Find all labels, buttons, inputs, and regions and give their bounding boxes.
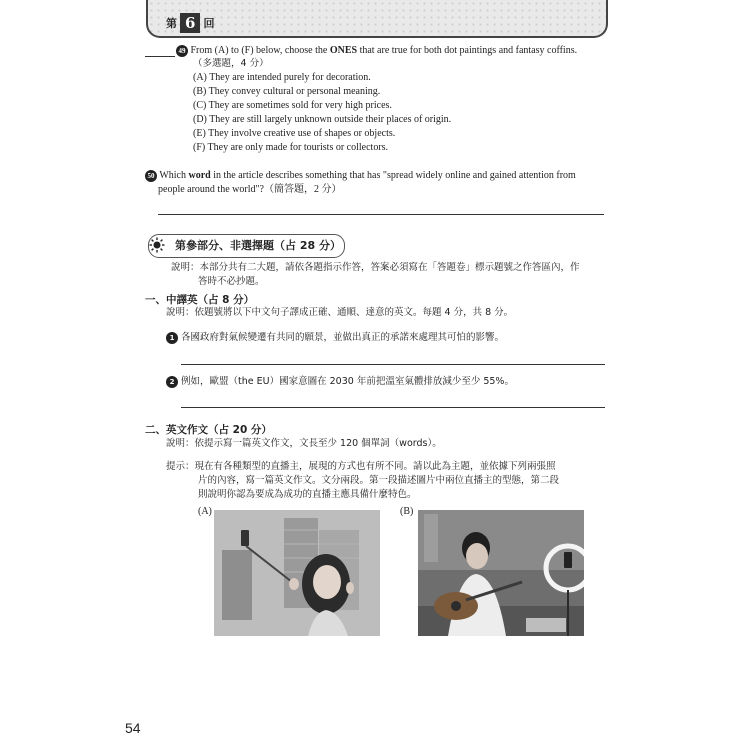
translation-item-1 [166, 331, 504, 345]
question-50-line2: people around the world"?（簡答題，2 分） [158, 184, 342, 195]
page-number: 54 [125, 720, 141, 736]
option-c: (C) They are sometimes sold for very high prices. [193, 100, 392, 111]
question-text: From (A) to (F) below, choose the [190, 45, 330, 56]
question-number-badge: 50 [145, 170, 157, 182]
question-49-meta: （多選題，4 分） [193, 58, 269, 69]
section-3-title: 第參部分、非選擇題（占 28 分） [175, 239, 341, 252]
part-2-note: 說明：依提示寫一篇英文作文，文長至少 120 個單詞（words）。 [166, 438, 442, 449]
option-e: (E) They involve creative use of shapes or objects. [193, 128, 396, 139]
section-3-note-line2: 答時不必抄題。 [198, 276, 265, 287]
question-bold-word: ONES [329, 45, 358, 56]
part-1-heading: 一、中譯英（占 8 分） [145, 294, 255, 306]
chapter-label [166, 13, 214, 33]
part-2-hint-line2: 片的內容，寫一篇英文作文。文分兩段。第一段描述圖片中兩位直播主的型態，第二段 [198, 475, 560, 486]
photo-a-label: (A) [198, 506, 212, 517]
option-f: (F) They are only made for tourists or collectors. [193, 142, 389, 153]
part-1-note: 說明：依題號將以下中文句子譯成正確、通順、達意的英文。每題 4 分，共 8 分。 [166, 307, 514, 318]
question-50 [145, 169, 615, 183]
question-text: in the article describes something that has "spread widely online and gained attention from [210, 170, 576, 181]
section-3-title-pill [148, 234, 345, 258]
item-text: 各國政府對氣候變遷有共同的願景，並做出真正的承諾來處理其可怕的影響。 [181, 332, 505, 343]
option-b: (B) They convey cultural or personal meaning. [193, 86, 381, 97]
question-text: Which [159, 170, 189, 181]
photo-a-selfie-streamer [214, 510, 380, 636]
item-marker: 2 [166, 376, 178, 388]
photo-b-guitar-streamer [418, 510, 584, 636]
part-2-hint-line1: 提示：現在有各種類型的直播主，展現的方式也有所不同。請以此為主題，並依據下列兩張照 [166, 461, 556, 472]
question-text: that are true for both dot paintings and fantasy coffins. [357, 45, 578, 56]
answer-line-translation-1[interactable] [181, 364, 605, 365]
answer-line-translation-2[interactable] [181, 407, 605, 408]
chapter-suffix: 回 [203, 17, 215, 30]
answer-line-50[interactable] [158, 214, 604, 215]
question-bold-word: word [188, 170, 211, 181]
section-3-note-line1: 說明：本部分共有二大題，請依各題指示作答，答案必須寫在「答題卷」標示題號之作答區內，作 [171, 262, 580, 273]
question-49 [176, 44, 616, 58]
chapter-number: 6 [180, 13, 200, 33]
translation-item-2 [166, 375, 514, 389]
part-2-hint-line3: 則說明你認為要成為成功的直播主應具備什麼特色。 [198, 489, 417, 500]
item-marker: 1 [166, 332, 178, 344]
part-2-heading: 二、英文作文（占 20 分） [145, 424, 272, 436]
answer-blank-49[interactable] [145, 56, 175, 57]
chapter-header-tab [146, 0, 608, 38]
option-d: (D) They are still largely unknown outside their places of origin. [193, 114, 452, 125]
photo-b-label: (B) [400, 506, 414, 517]
sun-icon [149, 237, 165, 253]
question-number-badge: 49 [176, 45, 188, 57]
chapter-prefix: 第 [166, 17, 177, 30]
option-a: (A) They are intended purely for decoration. [193, 72, 371, 83]
item-text: 例如，歐盟（the EU）國家意圖在 2030 年前把溫室氣體排放減少至少 55%。 [181, 376, 514, 387]
